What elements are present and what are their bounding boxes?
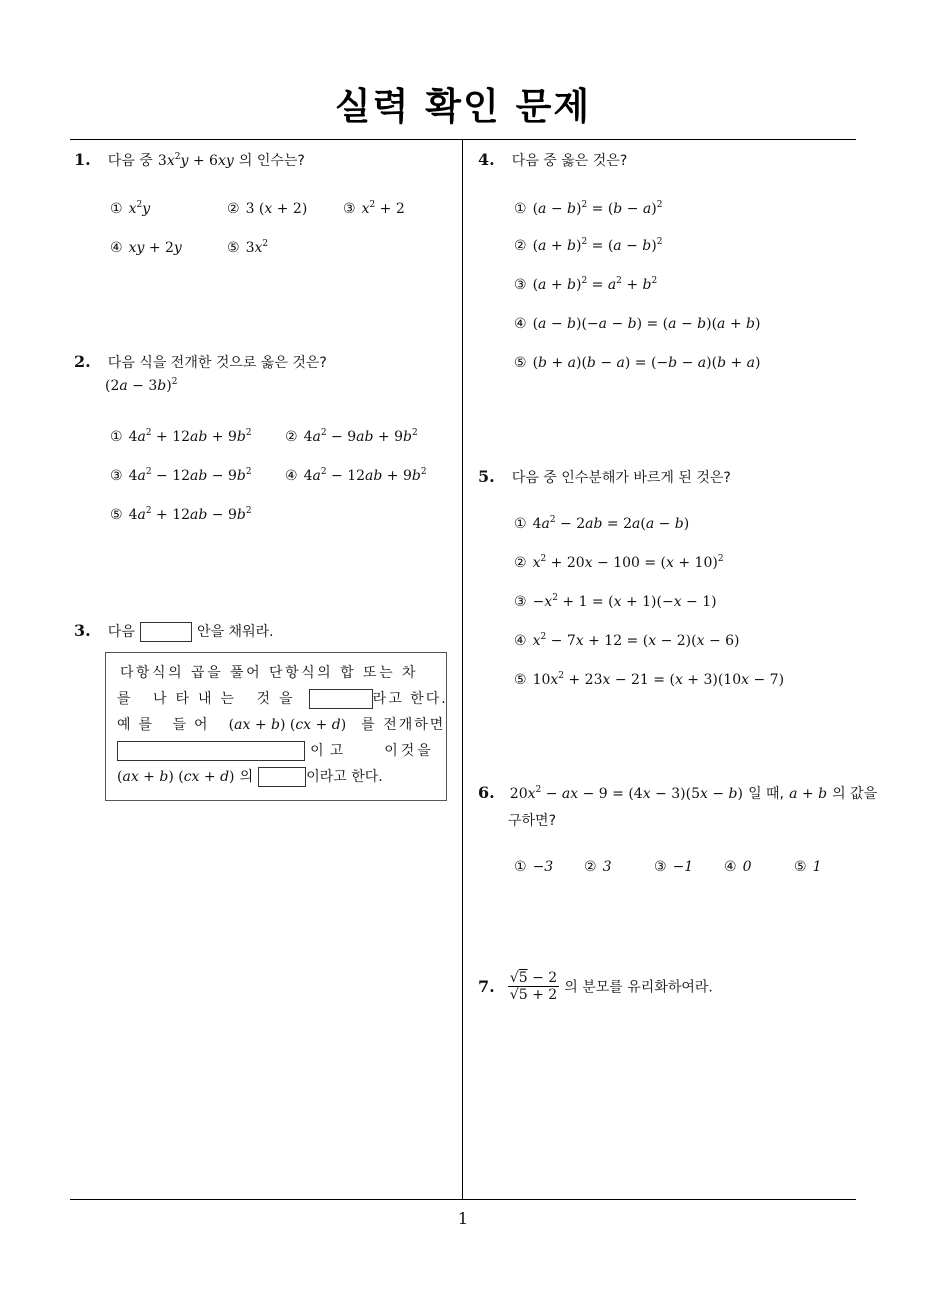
box-text-line: 예를 들어 (ax + b) (cx + d) 를 전개하면 (117, 717, 446, 733)
top-rule (70, 139, 856, 140)
question-text: 의 인수는? (238, 153, 305, 169)
option-1[interactable]: ① $(a - b)^2 = (b - a)^2$ (514, 200, 663, 217)
math-expression: a + b (789, 786, 828, 802)
option-4[interactable]: ④ xy + 2y (110, 240, 182, 256)
option-1[interactable]: ① $4a^2 - 2ab = 2a(a - b)$ (514, 515, 690, 532)
blank-box (140, 622, 192, 642)
option-3[interactable]: ③ $4a^2 - 12ab - 9b^2$ (110, 467, 252, 484)
question-text: 다음 식을 전개한 것으로 옳은 것은? (107, 355, 327, 371)
option-5[interactable]: ⑤ 1 (794, 859, 822, 875)
bottom-rule (70, 1199, 856, 1200)
option-1[interactable]: ① $x^2y$ (110, 200, 151, 217)
blank-box[interactable] (258, 767, 306, 787)
option-2[interactable]: ② $4a^2 - 9ab + 9b^2$ (285, 428, 418, 445)
option-3[interactable]: ③ −1 (654, 859, 694, 875)
question-number: 6. (478, 783, 495, 802)
box-text-line: 다항식의 곱을 풀어 단항식의 합 또는 차 (120, 665, 419, 681)
question-number: 2. (74, 352, 91, 371)
question-number: 5. (478, 467, 495, 486)
question-text: 일 때, (748, 786, 785, 802)
question-number: 1. (74, 150, 91, 169)
column-divider (462, 140, 463, 1200)
box-text-line: 이고 이것을 (117, 740, 434, 761)
option-2[interactable]: ② 3 (x + 2) (227, 201, 308, 217)
question-2 (74, 352, 327, 372)
question-3 (74, 621, 274, 642)
question-1 (74, 150, 305, 170)
option-1[interactable]: ① $4a^2 + 12ab + 9b^2$ (110, 428, 252, 445)
question-text: 의 값을 (832, 786, 878, 802)
math-expression: $20x^2$ − ax − 9 = (4x − 3)(5x − b) (509, 785, 743, 802)
option-5[interactable]: ⑤ (b + a)(b − a) = (−b − a)(b + a) (514, 355, 761, 371)
option-4[interactable]: ④ (a − b)(−a − b) = (a − b)(a + b) (514, 316, 761, 332)
question-number: 7. (478, 977, 495, 996)
box-text-line: 를 나타내는 것을 라고 한다. (117, 688, 448, 709)
option-4[interactable]: ④ 0 (724, 859, 752, 875)
fraction: $\frac{√5 - 2}{√5 + 2}$ (509, 970, 558, 1003)
option-5[interactable]: ⑤ $3x^2$ (227, 239, 269, 256)
option-3[interactable]: ③ $-x^2 + 1 = (x + 1)(-x - 1)$ (514, 593, 717, 610)
question-text: 안을 채워라. (197, 624, 274, 640)
option-5[interactable]: ⑤ $10x^2 + 23x - 21 = (x + 3)(10x - 7)$ (514, 671, 785, 688)
page-number: 1 (457, 1209, 469, 1228)
blank-box[interactable] (309, 689, 373, 709)
option-4[interactable]: ④ $4a^2 - 12ab + 9b^2$ (285, 467, 427, 484)
question-6 (478, 783, 877, 803)
option-5[interactable]: ⑤ $4a^2 + 12ab - 9b^2$ (110, 506, 252, 523)
option-4[interactable]: ④ $x^2 - 7x + 12 = (x - 2)(x - 6)$ (514, 632, 740, 649)
blank-box[interactable] (117, 741, 305, 761)
question-4 (478, 150, 627, 170)
question-text: 구하면? (508, 813, 557, 829)
math-expression: $(2a - 3b)^2$ (105, 377, 178, 394)
option-3[interactable]: ③ $(a + b)^2 = a^2 + b^2$ (514, 276, 658, 293)
option-1[interactable]: ① −3 (514, 859, 554, 875)
question-text: 다음 중 (107, 153, 153, 169)
option-2[interactable]: ② 3 (584, 859, 612, 875)
question-7 (478, 970, 713, 1003)
question-number: 4. (478, 150, 495, 169)
question-text: 의 분모를 유리화하여라. (564, 979, 713, 996)
option-2[interactable]: ② $x^2 + 20x - 100 = (x + 10)^2$ (514, 554, 724, 571)
question-number: 3. (74, 621, 91, 640)
question-text: 다음 중 인수분해가 바르게 된 것은? (511, 470, 731, 486)
option-3[interactable]: ③ $x^2 + 2$ (343, 200, 405, 217)
question-text: 다음 중 옳은 것은? (511, 153, 628, 169)
math-expression: $3x^2y + 6xy$ (157, 152, 234, 169)
box-text-line: (ax + b) (cx + d) 의 이라고 한다. (117, 766, 383, 787)
question-text: 다음 (107, 624, 135, 640)
option-2[interactable]: ② $(a + b)^2 = (a - b)^2$ (514, 237, 663, 254)
question-5 (478, 467, 731, 487)
page-title: 실력 확인 문제 (334, 85, 592, 128)
